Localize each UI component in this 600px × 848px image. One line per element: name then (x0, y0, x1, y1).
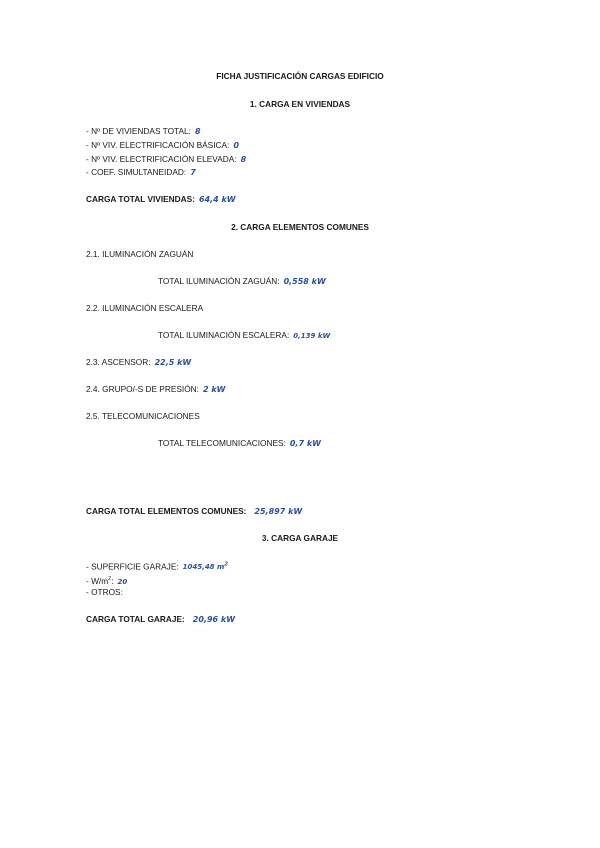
w-m2-row (86, 574, 127, 588)
elementos-comunes-total-value: 25,897 kW (254, 507, 303, 516)
otros-label: - OTROS: (86, 587, 123, 597)
coef-simultaneidad-row (86, 167, 196, 178)
telecom-total-value: 0,7 kW (289, 439, 321, 448)
telecom-total-label: TOTAL TELECOMUNICACIONES: (158, 438, 286, 448)
superficie-garaje-number: 1045,48 m (182, 563, 225, 572)
viv-basica-value: 0 (233, 141, 239, 150)
viv-basica-label: - Nº VIV. ELECTRIFICACIÓN BÁSICA: (86, 140, 230, 150)
w-m2-label-text: - W/m (86, 575, 109, 586)
superficie-garaje-row (86, 560, 228, 573)
ascensor-value: 22,5 kW (154, 358, 192, 367)
superficie-garaje-value (183, 563, 228, 571)
telecom-label: 2.5. TELECOMUNICACIONES (86, 411, 200, 421)
ascensor-label: 2.3. ASCENSOR: (86, 357, 151, 367)
section-2-heading: 2. CARGA ELEMENTOS COMUNES (231, 222, 369, 232)
garaje-total-label: CARGA TOTAL GARAJE: (86, 614, 185, 624)
garaje-total-value: 20,96 kW (192, 615, 236, 624)
telecom-total-row (158, 438, 321, 449)
viv-elevada-value: 8 (240, 155, 247, 164)
viv-elevada-label: - Nº VIV. ELECTRIFICACIÓN ELEVADA: (86, 154, 237, 164)
viviendas-total-load-value: 64,4 kW (198, 195, 236, 204)
document-title: FICHA JUSTIFICACIÓN CARGAS EDIFICIO (216, 71, 384, 81)
garaje-total-row (86, 614, 235, 625)
w-m2-exponent: 2 (108, 576, 112, 582)
viviendas-total-row (86, 126, 201, 137)
escalera-total-row (158, 330, 330, 342)
viviendas-total-load-label: CARGA TOTAL VIVIENDAS: (86, 194, 195, 204)
viviendas-total-label: - Nº DE VIVIENDAS TOTAL: (86, 126, 191, 136)
grupo-presion-row (86, 384, 225, 395)
viviendas-total-load-row (86, 194, 236, 205)
viv-basica-row (86, 140, 239, 151)
w-m2-colon: : (111, 575, 114, 586)
w-m2-label (86, 576, 114, 586)
w-m2-value: 20 (117, 577, 128, 586)
elementos-comunes-total-row (86, 506, 302, 517)
grupo-presion-label: 2.4. GRUPO/-S DE PRESIÓN: (86, 384, 199, 394)
zaguan-total-value: 0,558 kW (283, 277, 326, 286)
coef-simultaneidad-label: - COEF. SIMULTANEIDAD: (86, 167, 187, 177)
section-1-heading: 1. CARGA EN VIVIENDAS (249, 99, 351, 109)
section-3-heading: 3. CARGA GARAJE (261, 533, 339, 543)
escalera-total-value: 0,139 kW (293, 332, 331, 340)
superficie-garaje-exponent: 2 (224, 562, 229, 568)
coef-simultaneidad-value: 7 (190, 168, 196, 177)
viv-elevada-row (86, 154, 246, 165)
elementos-comunes-total-label: CARGA TOTAL ELEMENTOS COMUNES: (86, 506, 247, 516)
escalera-label: 2.2. ILUMINACIÓN ESCALERA (86, 303, 204, 313)
escalera-total-label: TOTAL ILUMINACIÓN ESCALERA: (158, 330, 290, 340)
ascensor-row (86, 357, 191, 368)
zaguan-total-label: TOTAL ILUMINACIÓN ZAGUÁN: (158, 276, 280, 286)
viviendas-total-value: 8 (194, 127, 201, 136)
grupo-presion-value: 2 kW (202, 385, 226, 394)
superficie-garaje-label: - SUPERFICIE GARAJE: (86, 561, 179, 572)
zaguan-total-row (158, 276, 326, 287)
zaguan-label: 2.1. ILUMINACIÓN ZAGUÁN (86, 249, 194, 259)
